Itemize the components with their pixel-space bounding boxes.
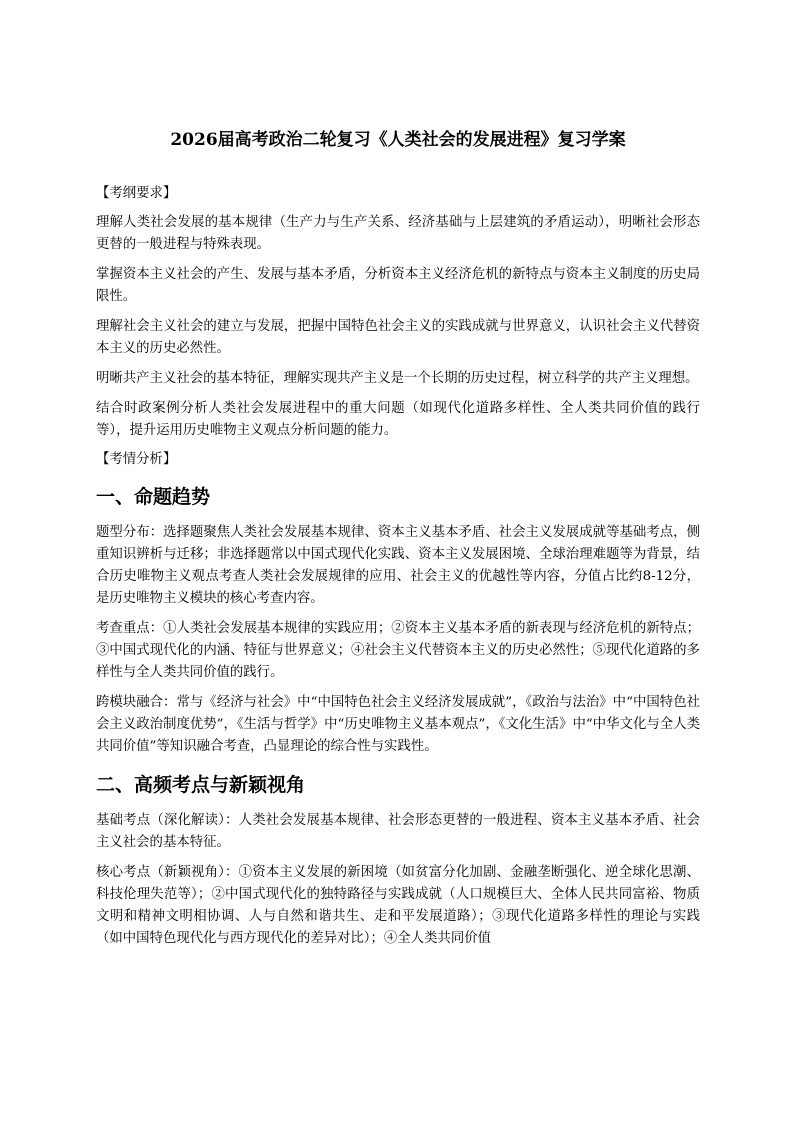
document-title: 2026届高考政治二轮复习《人类社会的发展进程》复习学案 (170, 130, 626, 150)
outline-item: 明晰共产主义社会的基本特征，理解实现共产主义是一个长期的历史过程，树立科学的共产主义理想。 (96, 371, 699, 386)
section-heading-focus: 二、高频考点与新颖视角 (96, 774, 306, 796)
outline-item: 理解社会主义社会的建立与发展，把握中国特色社会主义的实践成就与世界意义，认识社会主义代替资本主义的历史必然性。 (96, 319, 700, 356)
trend-item: 考查重点：①人类社会发展基本规律的实践应用；②资本主义基本矛盾的新表现与经济危机的新特点；③中国式现代化的内涵、特征与世界意义；④社会主义代替资本主义的历史必然性；⑤现代化道路的多样性与全人类共同价值的践行。 (96, 621, 700, 680)
document-page (96, 128, 700, 958)
outline-item: 理解人类社会发展的基本规律（生产力与生产关系、经济基础与上层建筑的矛盾运动），明晰社会形态更替的一般进程与特殊表现。 (96, 215, 700, 252)
outline-item: 结合时政案例分析人类社会发展进程中的重大问题（如现代化道路多样性、全人类共同价值的践行等），提升运用历史唯物主义观点分析问题的能力。 (96, 401, 700, 438)
focus-item: 基础考点（深化解读）：人类社会发展基本规律、社会形态更替的一般进程、资本主义基本矛盾、社会主义社会的基本特征。 (96, 813, 700, 850)
outline-tag: 【考纲要求】 (96, 186, 177, 201)
outline-item: 掌握资本主义社会的产生、发展与基本矛盾，分析资本主义经济危机的新特点与资本主义制度的历史局限性。 (96, 267, 700, 304)
trend-item: 跨模块融合：常与《经济与社会》中“中国特色社会主义经济发展成就”，《政治与法治》中“中国特色社会主义政治制度优势”，《生活与哲学》中“历史唯物主义基本观点”，《文化生活》中“中华文化与全人类共同价值”等知识融合考查，凸显理论的综合性与实践性。 (96, 695, 700, 754)
trend-item: 题型分布：选择题聚焦人类社会发展基本规律、资本主义基本矛盾、社会主义发展成就等基础考点，侧重知识辨析与迁移；非选择题常以中国式现代化实践、资本主义发展困境、全球治理难题等为背景，结合历史唯物主义观点考查人类社会发展规律的应用、社会主义的优越性等内容，分值占比约8-12分，是历史唯物主义模块的核心考查内容。 (96, 525, 700, 606)
analysis-tag: 【考情分析】 (96, 452, 177, 467)
focus-item: 核心考点（新颖视角）：①资本主义发展的新困境（如贫富分化加剧、金融垄断强化、逆全球化思潮、科技伦理失范等）；②中国式现代化的独特路径与实践成就（人口规模巨大、全体人民共同富裕、物质文明和精神文明相协调、人与自然和谐共生、走和平发展道路）；③现代化道路多样性的理论与实践（如中国特色现代化与西方现代化的差异对比）；④全人类共同价值 (96, 865, 700, 946)
section-heading-trend: 一、命题趋势 (96, 486, 211, 508)
